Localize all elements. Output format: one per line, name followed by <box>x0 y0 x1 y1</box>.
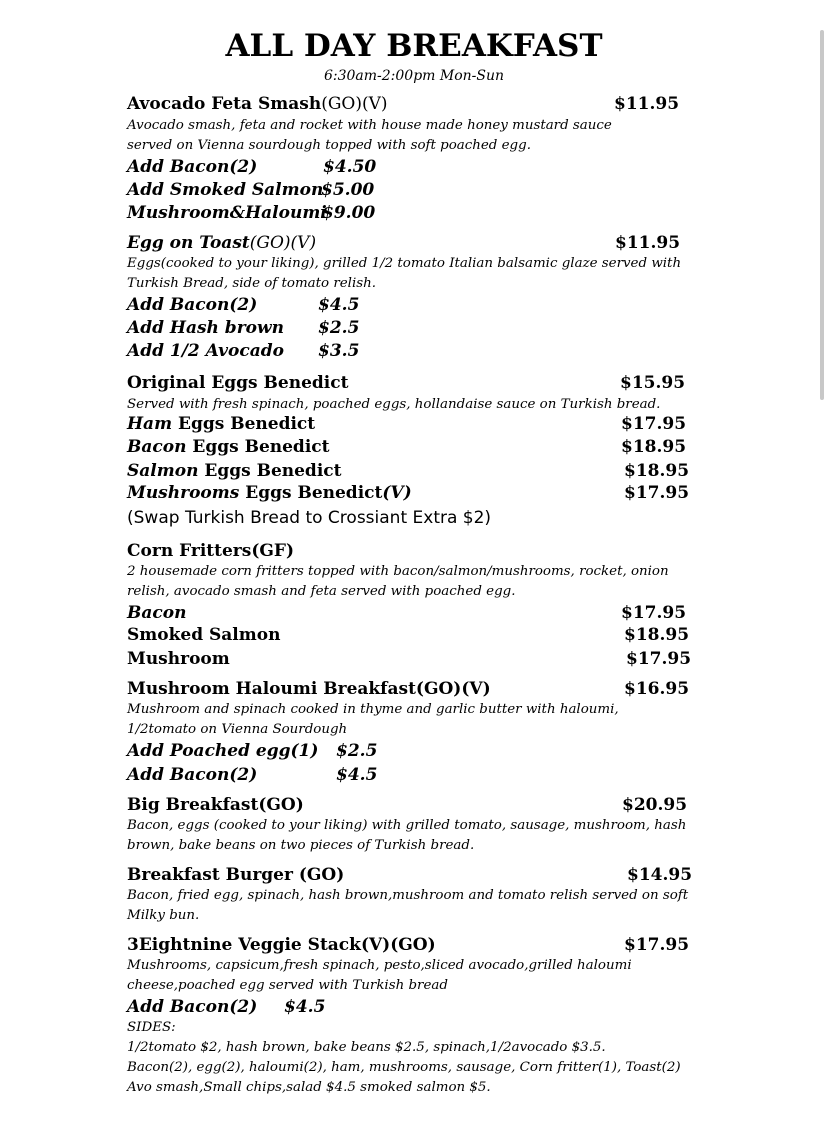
item-price: $11.95 <box>615 233 681 253</box>
addon-label: Add Poached egg(1) <box>127 741 319 761</box>
addon-label: Add Bacon(2) <box>127 295 258 315</box>
item-description: cheese,poached egg served with Turkish bread <box>127 978 448 993</box>
item-description: Milky bun. <box>127 908 200 923</box>
item-description: Avocado smash, feta and rocket with house made honey mustard sauce <box>127 118 612 133</box>
addon-price: $4.5 <box>284 997 326 1017</box>
variant-name: Ham Eggs Benedict <box>127 414 316 434</box>
item-name-breakfast-burger: Breakfast Burger (GO) <box>127 865 345 885</box>
addon-price: $9.00 <box>322 203 376 223</box>
item-name-veggie-stack: 3Eightnine Veggie Stack(V)(GO) <box>127 935 436 955</box>
addon-label: Add 1/2 Avocado <box>127 341 284 361</box>
addon-price: $3.5 <box>318 341 360 361</box>
page-title: ALL DAY BREAKFAST <box>225 28 603 64</box>
item-price: $16.95 <box>624 679 690 699</box>
item-name-mushroom-haloumi-breakfast: Mushroom Haloumi Breakfast(GO)(V) <box>127 679 491 699</box>
item-description: Mushroom and spinach cooked in thyme and garlic butter with haloumi, <box>127 702 619 717</box>
sides-heading: SIDES: <box>127 1020 176 1035</box>
addon-label: Mushroom&Haloumi <box>127 203 327 223</box>
variant-price: $17.95 <box>621 414 687 434</box>
item-price: $15.95 <box>620 373 686 393</box>
item-description: served on Vienna sourdough topped with soft poached egg. <box>127 138 531 153</box>
item-price: $17.95 <box>624 935 690 955</box>
sides-line: 1/2tomato $2, hash brown, bake beans $2.5, spinach,1/2avocado $3.5. <box>127 1040 606 1055</box>
item-description: Mushrooms, capsicum,fresh spinach, pesto,sliced avocado,grilled haloumi <box>127 958 632 973</box>
addon-label: Add Hash brown <box>127 318 284 338</box>
addon-label: Add Smoked Salmon <box>127 180 324 200</box>
item-price: $11.95 <box>614 94 680 114</box>
item-price: $14.95 <box>627 865 693 885</box>
option-price: $17.95 <box>626 649 692 669</box>
variant-name: Bacon Eggs Benedict <box>127 437 330 457</box>
addon-price: $5.00 <box>321 180 375 200</box>
item-name-avocado-feta-smash: Avocado Feta Smash(GO)(V) <box>127 94 388 114</box>
variant-price: $17.95 <box>624 483 690 503</box>
option-label: Mushroom <box>127 649 230 669</box>
item-name-original-eggs-benedict: Original Eggs Benedict <box>127 373 349 393</box>
opening-hours: 6:30am-2:00pm Mon-Sun <box>323 68 505 84</box>
item-name-egg-on-toast: Egg on Toast(GO)(V) <box>127 233 317 253</box>
item-description: Eggs(cooked to your liking), grilled 1/2 tomato Italian balsamic glaze served with <box>127 256 682 271</box>
addon-label: Add Bacon(2) <box>127 765 258 785</box>
addon-price: $2.5 <box>318 318 360 338</box>
addon-price: $2.5 <box>336 741 378 761</box>
bread-swap-note: (Swap Turkish Bread to Crossiant Extra $2) <box>127 508 492 528</box>
item-name-big-breakfast: Big Breakfast(GO) <box>127 795 304 815</box>
option-price: $18.95 <box>624 625 690 645</box>
variant-name: Salmon Eggs Benedict <box>127 461 342 481</box>
item-description: Bacon, fried egg, spinach, hash brown,mushroom and tomato relish served on soft <box>127 888 689 903</box>
addon-price: $4.5 <box>318 295 360 315</box>
item-description: relish, avocado smash and feta served with poached egg. <box>127 584 516 599</box>
addon-label: Add Bacon(2) <box>127 997 258 1017</box>
addon-price: $4.50 <box>323 157 377 177</box>
option-price: $17.95 <box>621 603 687 623</box>
item-name-corn-fritters: Corn Fritters(GF) <box>127 541 295 561</box>
item-description: Served with fresh spinach, poached eggs, hollandaise sauce on Turkish bread. <box>127 397 661 412</box>
sides-line: Avo smash,Small chips,salad $4.5 smoked salmon $5. <box>127 1080 491 1095</box>
item-description: Turkish Bread, side of tomato relish. <box>127 276 376 291</box>
sides-line: Bacon(2), egg(2), haloumi(2), ham, mushrooms, sausage, Corn fritter(1), Toast(2) <box>127 1060 681 1075</box>
variant-price: $18.95 <box>624 461 690 481</box>
item-description: 1/2tomato on Vienna Sourdough <box>127 722 348 737</box>
item-description: brown, bake beans on two pieces of Turkish bread. <box>127 838 475 853</box>
variant-name: Mushrooms Eggs Benedict(V) <box>127 483 412 503</box>
option-label: Smoked Salmon <box>127 625 281 645</box>
addon-price: $4.5 <box>336 765 378 785</box>
variant-price: $18.95 <box>621 437 687 457</box>
scrollbar[interactable] <box>820 30 824 400</box>
item-price: $20.95 <box>622 795 688 815</box>
item-description: 2 housemade corn fritters topped with bacon/salmon/mushrooms, rocket, onion <box>127 564 669 579</box>
option-label: Bacon <box>127 603 187 623</box>
addon-label: Add Bacon(2) <box>127 157 258 177</box>
item-description: Bacon, eggs (cooked to your liking) with grilled tomato, sausage, mushroom, hash <box>127 818 687 833</box>
